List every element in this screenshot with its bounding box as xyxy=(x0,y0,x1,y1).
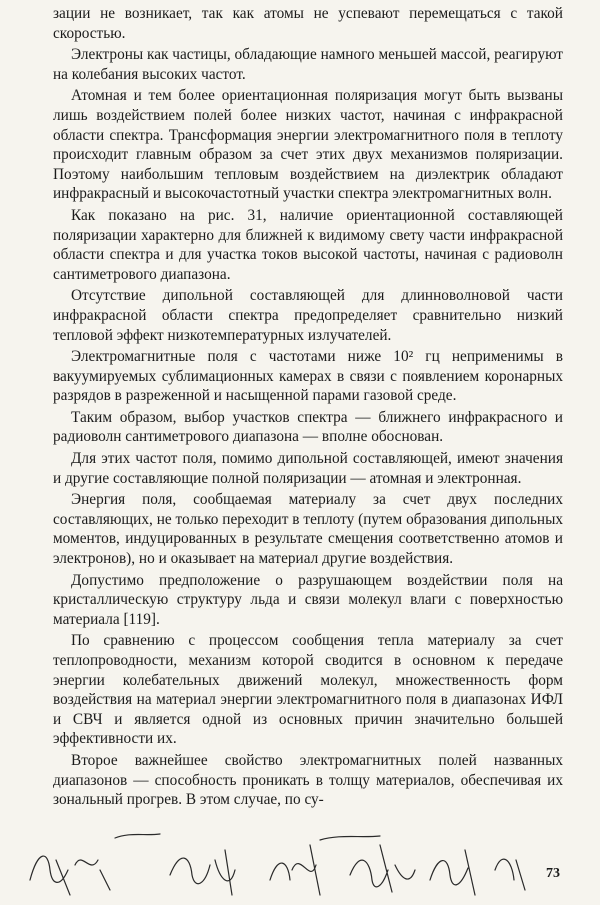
paragraph: Энергия поля, сообщаемая материалу за счет двух последних составляющих, не только переходит в теплоту (путем образования дипольных моментов, индуцированных в результате смещения соответственно атомов и электронов), но и оказывает на материал другие воздействия. xyxy=(53,491,563,568)
page-number: 73 xyxy=(546,866,560,881)
paragraph: Таким образом, выбор участков спектра — ближнего инфракрасного и радиоволн сантиметрового диапазона — вполне обоснован. xyxy=(53,408,563,446)
paragraph: Для этих частот поля, помимо дипольной составляющей, имеют значения и другие составляющие полной поляризации — атомная и электронная. xyxy=(53,450,563,487)
paragraph: зации не возникает, так как атомы не успевают перемещаться с такой скоростью. xyxy=(53,5,563,42)
paragraph: Отсутствие дипольной составляющей для длинноволновой части инфракрасной области спектра предопределяет сравнительно низкий тепловой эффект низкотемпературных излучателей. xyxy=(53,287,563,344)
paragraph: Атомная и тем более ориентационная поляризация могут быть вызваны лишь воздействием полей более низких частот, начиная с инфракрасной области спектра. Трансформация энергии электромагнитного поля в теплоту происходит главным образом за счет этих двух механизмов поляризации. Поэтому наибольшим тепловым воздействием на диэлектрик обладают инфракрасный и высокочастотный участки спектра электромагнитных волн. xyxy=(53,87,563,203)
paragraph: Как показано на рис. 31, наличие ориентационной составляющей поляризации характерно для ближней к видимому свету части инфракрасной области спектра и для участка токов высокой частоты, начиная с радиоволн сантиметрового диапазона. xyxy=(53,206,563,283)
paragraph: По сравнению с процессом сообщения тепла материалу за счет теплопроводности, механизм которой сводится в основном к передаче энергии колебательных движений молекул, множественность форм воздействия на материал энергии электромагнитного поля в диапазонах ИФЛ и СВЧ и является одной из основных причин значительно большей эффективности их. xyxy=(53,632,563,748)
text-column xyxy=(53,4,563,812)
paragraph: Допустимо предположение о разрушающем воздействии поля на кристаллическую структуру льда и связи молекул влаги с поверхностью материала [119]. xyxy=(53,571,563,628)
paragraph: Электроны как частицы, обладающие намного меньшей массой, реагируют на колебания высоких частот. xyxy=(53,46,563,83)
paragraph: Электромагнитные поля с частотами ниже 10² гц неприменимы в вакуумируемых сублимационных камерах в связи с появлением коронарных разрядов в разреженной и насыщенной парами газовой среде. xyxy=(53,348,563,405)
paragraph: Второе важнейшее свойство электромагнитных полей названных диапазонов — способность проникать в толщу материалов, обеспечивая их зональный прогрев. В этом случае, по су- xyxy=(53,751,563,809)
handwritten-scribbles xyxy=(20,830,550,900)
